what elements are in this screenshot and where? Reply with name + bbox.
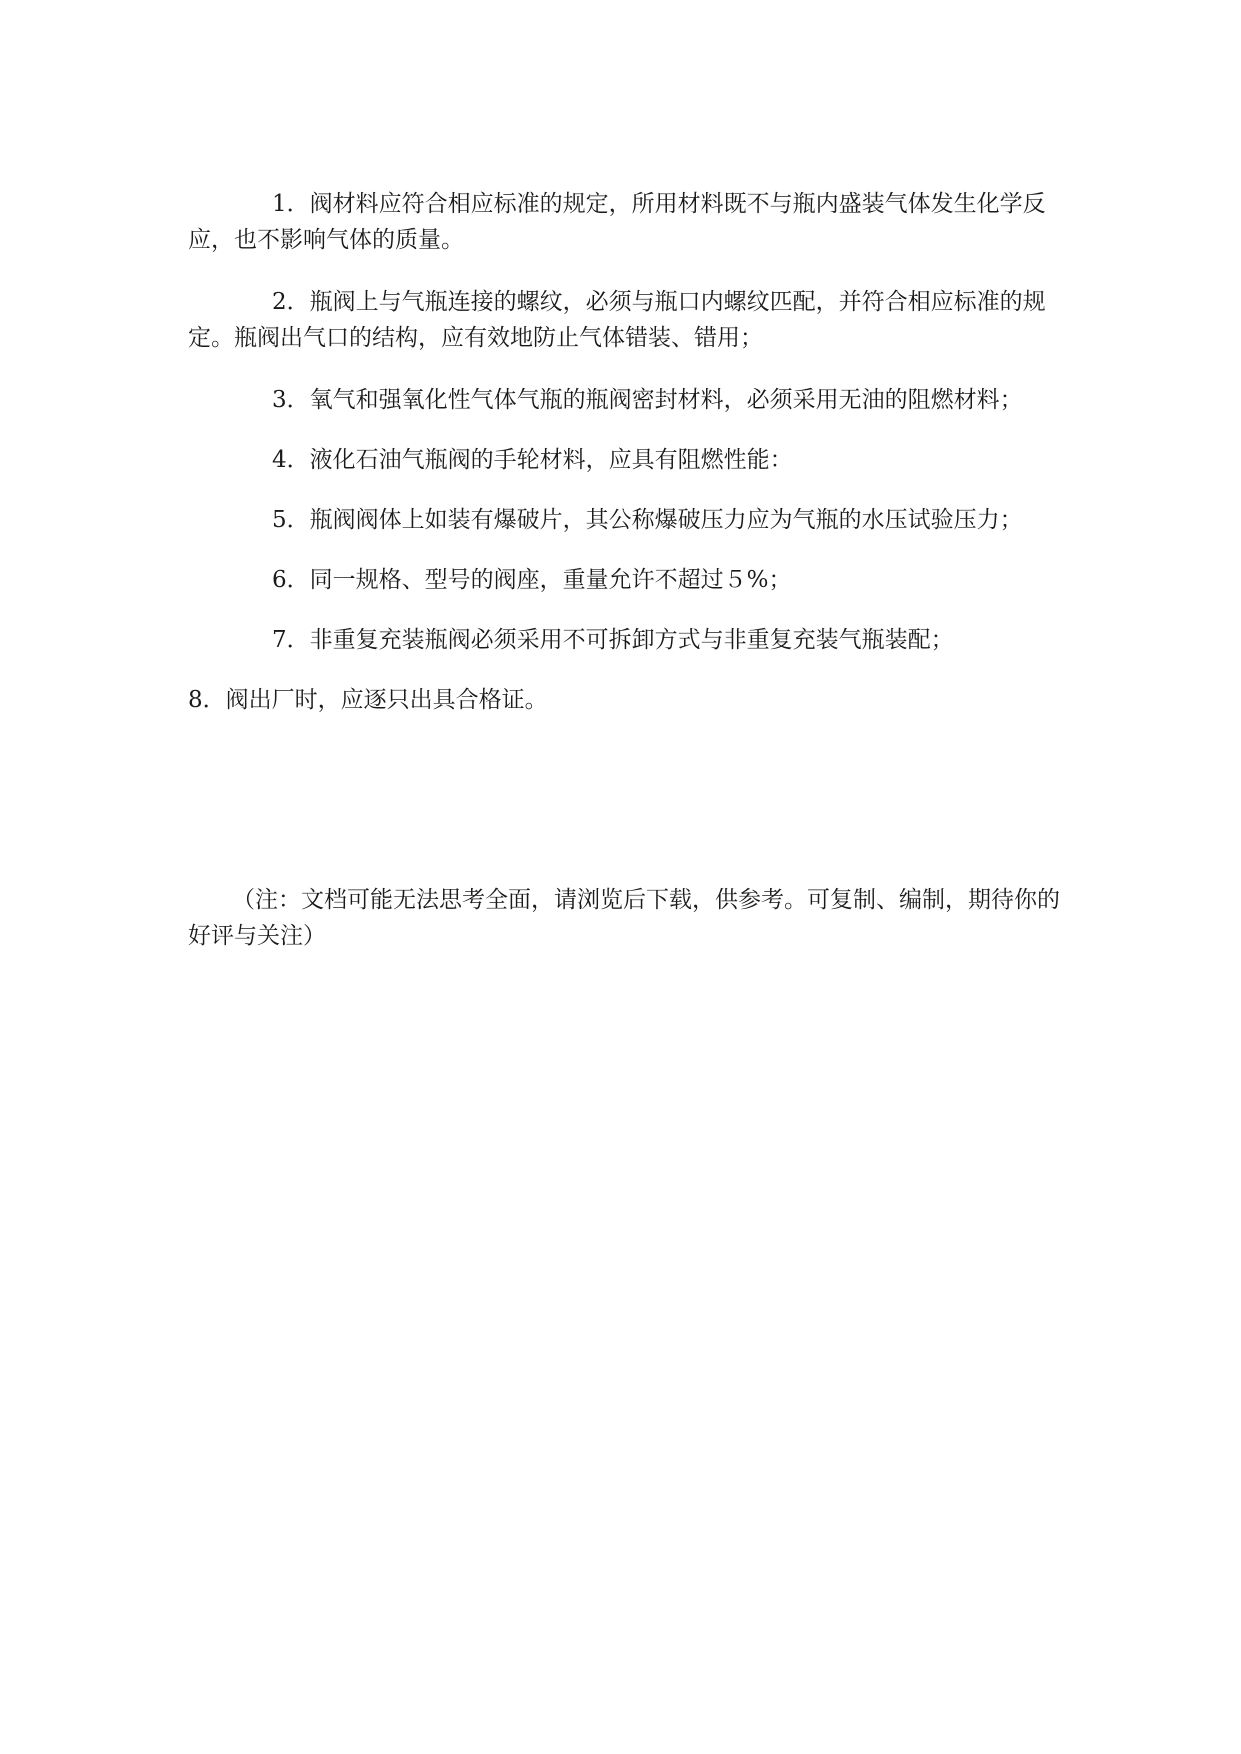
item-8: 8．阀出厂时，应逐只出具合格证。 (188, 687, 548, 713)
item-3: 3．氧气和强氧化性气体气瓶的瓶阀密封材料，必须采用无油的阻燃材料； (272, 387, 1023, 413)
item-7: 7．非重复充装瓶阀必须采用不可拆卸方式与非重复充装气瓶装配； (272, 627, 954, 653)
item-2: 2．瓶阀上与气瓶连接的螺纹，必须与瓶口内螺纹匹配，并符合相应标准的规定。瓶阀出气口的结构，应有效地防止气体错装、错用； (188, 289, 1046, 351)
item-4: 4．液化石油气瓶阀的手轮材料，应具有阻燃性能： (272, 447, 793, 473)
item-6: 6．同一规格、型号的阀座，重量允许不超过５%； (272, 567, 792, 593)
document-note: （注：文档可能无法思考全面，请浏览后下载，供参考。可复制、编制，期待你的好评与关注） (188, 887, 1060, 949)
item-5: 5．瓶阀阀体上如装有爆破片，其公称爆破压力应为气瓶的水压试验压力； (272, 507, 1023, 533)
item-1: 1．阀材料应符合相应标准的规定，所用材料既不与瓶内盛装气体发生化学反应，也不影响气体的质量。 (188, 191, 1046, 253)
